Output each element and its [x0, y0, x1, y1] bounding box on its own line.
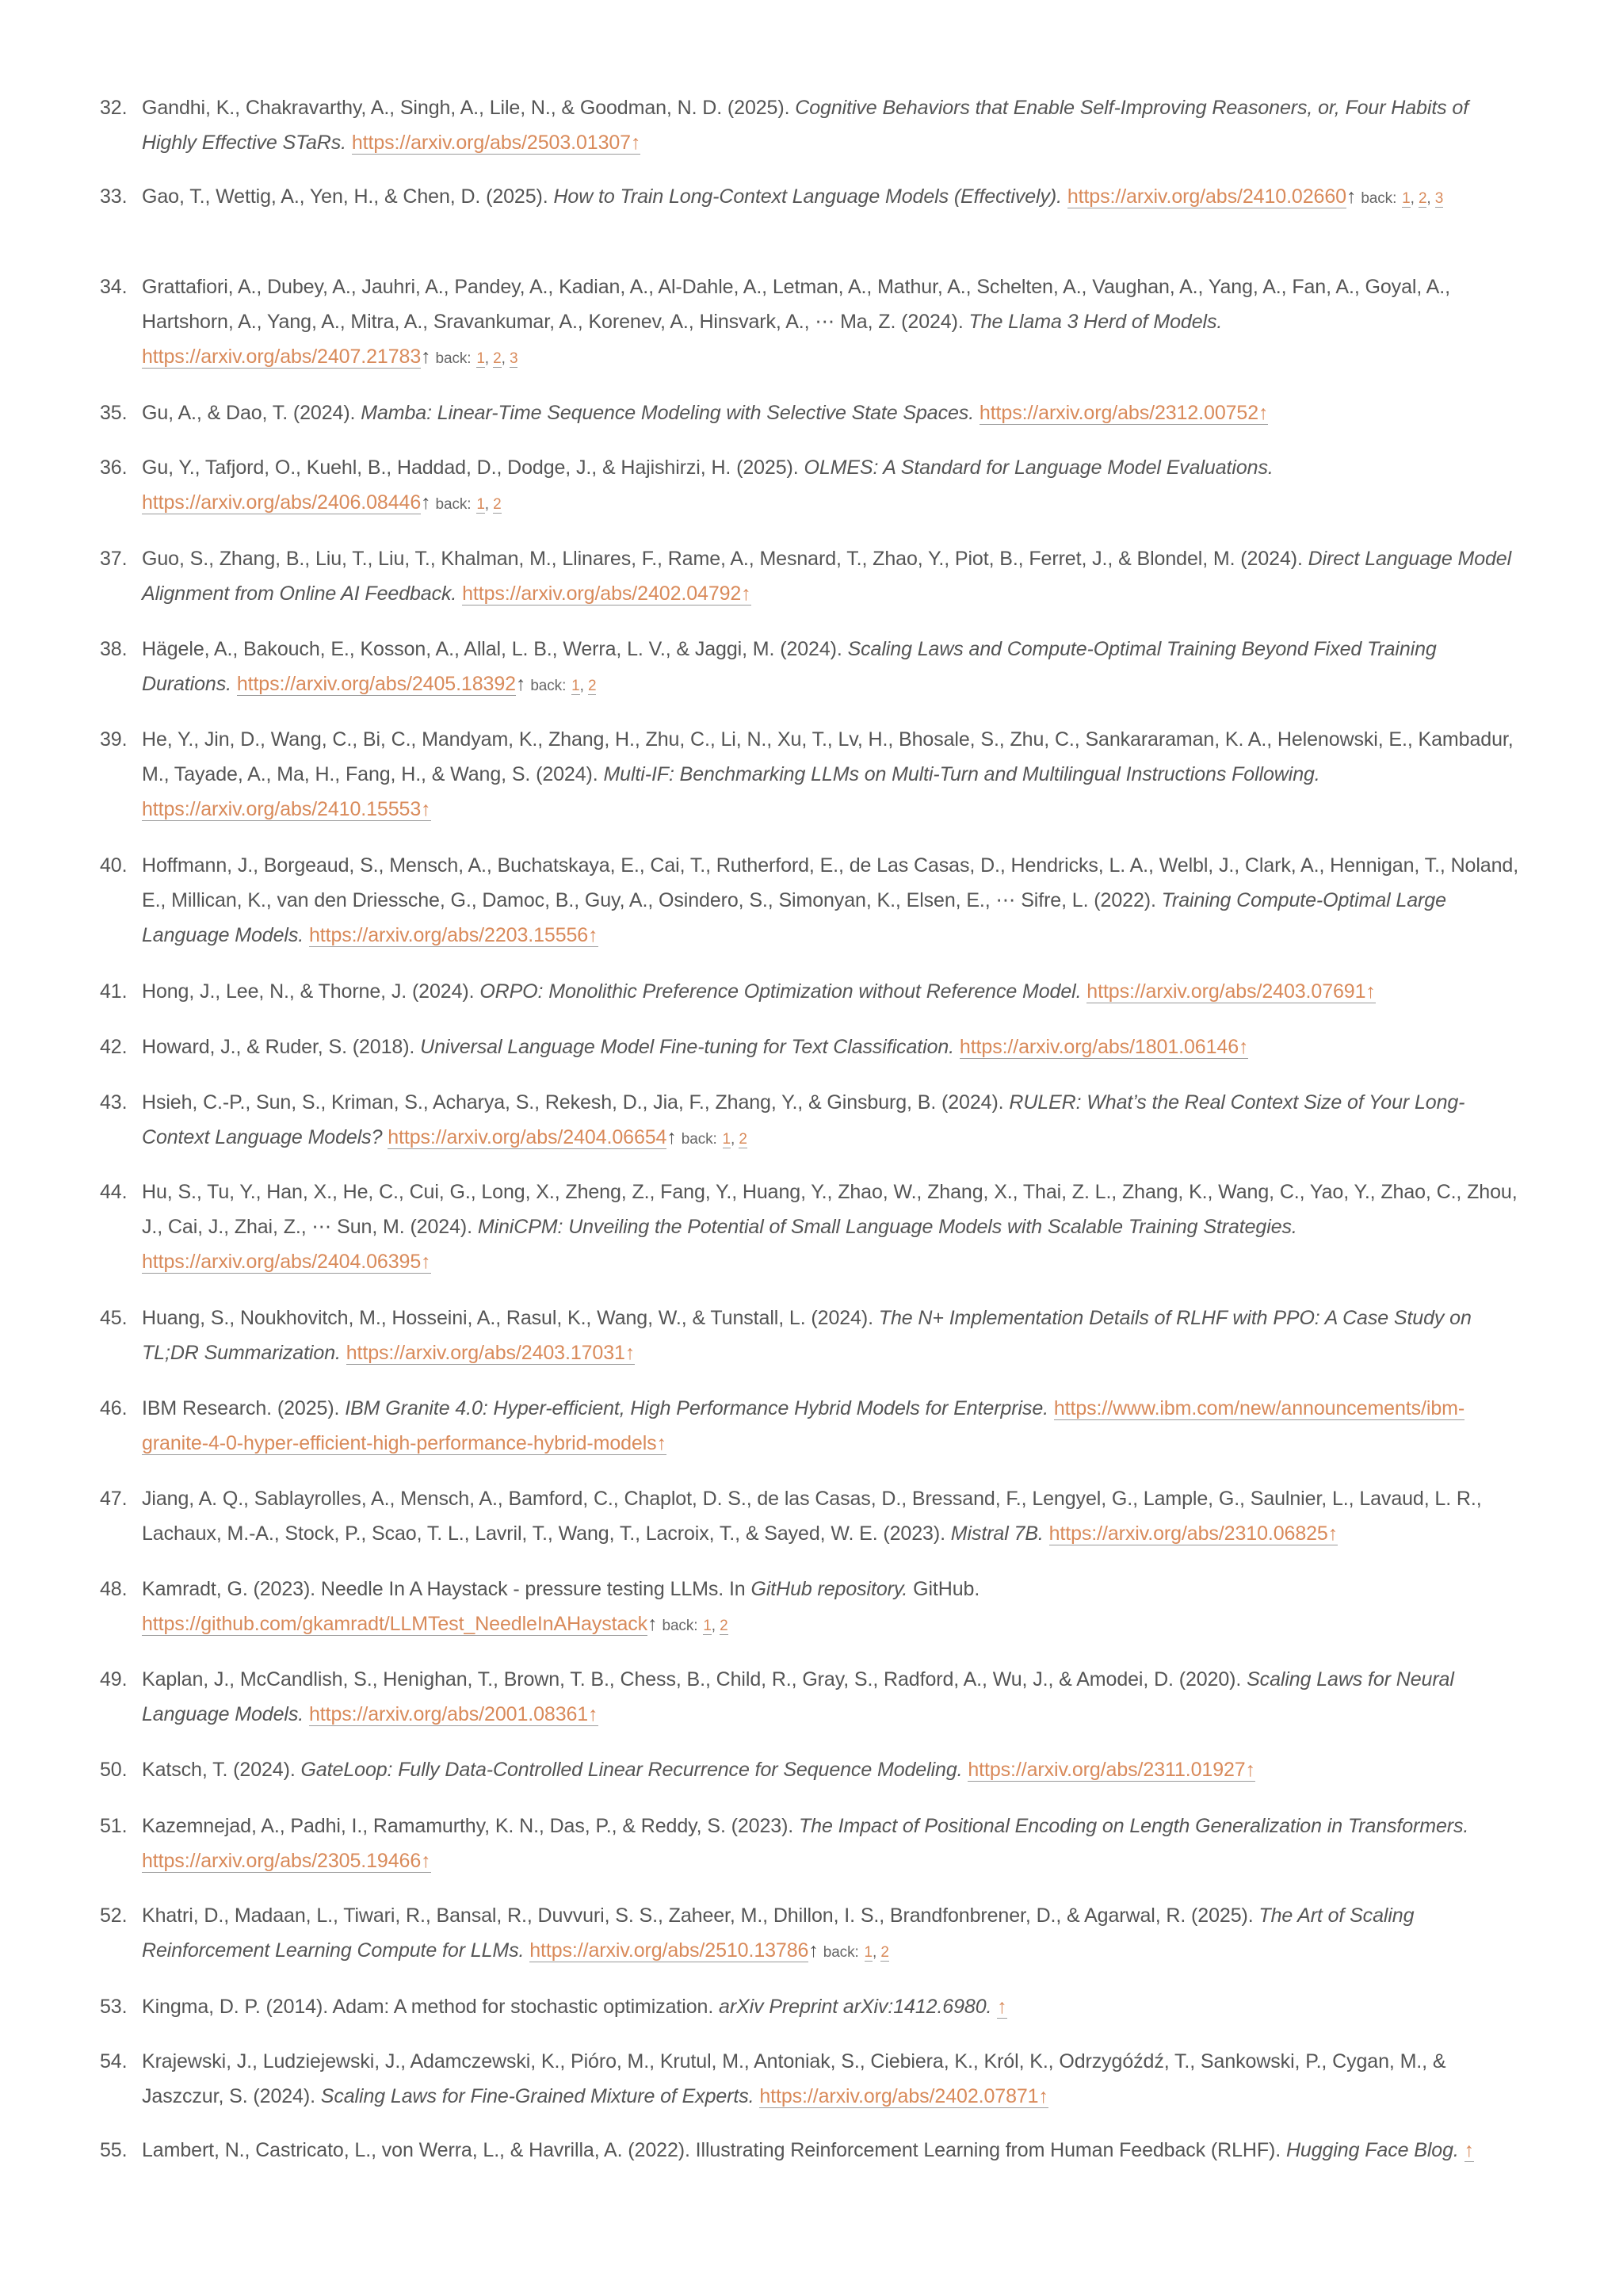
- reference-number: 46.: [100, 1397, 128, 1419]
- reference-title: The Impact of Positional Encoding on Length Generalization in Transformers.: [799, 1815, 1469, 1837]
- backref-link[interactable]: 2: [493, 350, 502, 367]
- reference-title: Cognitive Behaviors that Enable Self-Improving Reasoners, or, Four Habits of Highly Effective STaRs.: [142, 97, 1469, 154]
- reference-body: [142, 848, 1526, 953]
- reference-title: How to Train Long-Context Language Models (Effectively).: [553, 185, 1062, 208]
- backref-arrow-icon[interactable]: ↑: [421, 1850, 431, 1872]
- backref-link[interactable]: 2: [493, 496, 502, 513]
- reference-authors: Hong, J., Lee, N., & Thorne, J. (2024).: [142, 980, 480, 1003]
- reference-number: 55.: [100, 2139, 128, 2161]
- reference-authors: Gandhi, K., Chakravarthy, A., Singh, A., Lile, N., & Goodman, N. D. (2025).: [142, 97, 796, 119]
- reference-link[interactable]: https://arxiv.org/abs/2410.02660: [1067, 185, 1346, 208]
- reference-authors: He, Y., Jin, D., Wang, C., Bi, C., Mandyam, K., Zhang, H., Zhu, C., Li, N., Xu, T., Lv, H., Bhosale, S., Zhu, C., Sankararaman, K. A., Helenowski, E., Kambadur, M., Tayade, A., Ma, H., Fang, H., & Wang, S. (2024).: [142, 728, 1514, 785]
- reference-authors: Hägele, A., Bakouch, E., Kosson, A., Allal, L. B., Werra, L. V., & Jaggi, M. (2024).: [142, 638, 848, 660]
- backref-arrow-icon[interactable]: ↑: [1245, 1759, 1256, 1781]
- reference-number: 34.: [100, 276, 128, 298]
- backref-label: back:: [662, 1618, 698, 1634]
- reference-number: 38.: [100, 638, 128, 660]
- reference-link[interactable]: https://arxiv.org/abs/2312.00752: [979, 402, 1259, 424]
- reference-authors: Krajewski, J., Ludziejewski, J., Adamczewski, K., Pióro, M., Krutul, M., Antoniak, S., Ciebiera, K., Król, K., Odrzygóźdź, T., Sankowski, P., Cygan, M., & Jaszczur, S. (2024).: [142, 2050, 1446, 2107]
- backref-arrow-icon[interactable]: ↑: [1038, 2085, 1048, 2107]
- reference-item: [100, 450, 1526, 522]
- reference-link[interactable]: https://arxiv.org/abs/2503.01307: [351, 132, 631, 154]
- reference-body: [142, 722, 1526, 827]
- reference-number: 49.: [100, 1668, 128, 1690]
- reference-link[interactable]: https://arxiv.org/abs/2402.07871: [759, 2085, 1039, 2107]
- reference-link[interactable]: https://arxiv.org/abs/2410.15553: [142, 798, 422, 820]
- reference-number: 32.: [100, 97, 128, 119]
- reference-authors: Guo, S., Zhang, B., Liu, T., Liu, T., Khalman, M., Llinares, F., Rame, A., Mesnard, T., Zhao, Y., Piot, B., Ferret, J., & Blondel, M. (2024).: [142, 548, 1308, 570]
- reference-item: [100, 1030, 1526, 1064]
- reference-authors: Hoffmann, J., Borgeaud, S., Mensch, A., Buchatskaya, E., Cai, T., Rutherford, E., de Las Casas, D., Hendricks, L. A., Welbl, J., Clark, A., Hennigan, T., Noland, E., Millican, K., van den Driessche, G., Damoc, B., Guy, A., Osindero, S., Simonyan, K., Elsen, E., ⋯ Sifre, L. (2022).: [142, 854, 1519, 911]
- reference-body: [142, 974, 1526, 1009]
- reference-body: Hägele, A., Bakouch, E., Kosson, A., Allal, L. B., Werra, L. V., & Jaggi, M. (2024). Scaling Laws and Compute-Optimal Training Beyond Fixed Training Durations. https://arxiv.org/abs/2405.18392↑ back: 1, 2: [142, 638, 1437, 695]
- backref-arrow-icon[interactable]: ↑: [656, 1432, 666, 1454]
- reference-title: Mistral 7B.: [950, 1522, 1044, 1545]
- reference-body: [142, 1989, 1526, 2024]
- reference-link[interactable]: https://arxiv.org/abs/2510.13786: [529, 1939, 809, 1962]
- reference-body: Grattafiori, A., Dubey, A., Jauhri, A., Pandey, A., Kadian, A., Al-Dahle, A., Letman, A., Mathur, A., Schelten, A., Vaughan, A., Yang, A., Fan, A., Goyal, A., Hartshorn, A., Yang, A., Mitra, A., Sravankumar, A., Korenev, A., Hinsvark, A., ⋯ Ma, Z. (2024). The Llama 3 Herd of Models. https://arxiv.org/abs/2407.21783↑ back: 1, 2, 3: [142, 276, 1450, 368]
- reference-body: [142, 1809, 1526, 1878]
- backref-arrow-icon[interactable]: ↑: [421, 798, 431, 820]
- reference-authors: IBM Research. (2025).: [142, 1397, 346, 1419]
- backref-arrow-icon[interactable]: ↑: [1239, 1036, 1249, 1058]
- reference-authors: Gu, A., & Dao, T. (2024).: [142, 402, 361, 424]
- reference-link[interactable]: https://github.com/gkamradt/LLMTest_NeedleInAHaystack: [142, 1613, 648, 1635]
- backref-arrow-icon[interactable]: ↑: [1258, 402, 1269, 424]
- reference-item: [100, 90, 1526, 160]
- reference-body: [142, 1752, 1526, 1787]
- reference-item: [100, 395, 1526, 430]
- reference-title: GitHub repository.: [750, 1578, 908, 1600]
- reference-link[interactable]: https://arxiv.org/abs/2405.18392: [236, 673, 516, 695]
- reference-title: Multi-IF: Benchmarking LLMs on Multi-Turn and Multilingual Instructions Following.: [603, 763, 1320, 785]
- reference-item: [100, 1898, 1526, 1970]
- backref-link[interactable]: 1: [1402, 190, 1411, 207]
- reference-body: [142, 1301, 1526, 1370]
- backref-arrow-icon[interactable]: ↑: [997, 1996, 1007, 2018]
- reference-item: [100, 2133, 1526, 2168]
- reference-body: [142, 541, 1526, 611]
- backref-arrow-icon[interactable]: ↑: [515, 673, 526, 695]
- backref-arrow-icon[interactable]: ↑: [1365, 980, 1376, 1003]
- backref-link[interactable]: 1: [476, 350, 485, 367]
- reference-body: [142, 90, 1526, 160]
- reference-item: [100, 1085, 1526, 1157]
- reference-number: 45.: [100, 1307, 128, 1329]
- reference-body: Hsieh, C.-P., Sun, S., Kriman, S., Acharya, S., Rekesh, D., Jia, F., Zhang, Y., & Ginsburg, B. (2024). RULER: What’s the Real Context Size of Your Long-Context Language Models? https://arxiv.org/abs/2404.06654↑ back: 1, 2: [142, 1091, 1465, 1148]
- reference-item: [100, 1752, 1526, 1787]
- reference-title: Direct Language Model Alignment from Online AI Feedback.: [142, 548, 1512, 605]
- reference-body: [142, 1030, 1526, 1064]
- reference-item: [100, 1809, 1526, 1878]
- reference-title: Training Compute-Optimal Large Language Models.: [142, 889, 1446, 946]
- reference-body: [142, 1481, 1526, 1551]
- reference-body: [142, 2044, 1526, 2114]
- backref-label: back:: [681, 1131, 717, 1148]
- reference-number: 35.: [100, 402, 128, 424]
- reference-body: Gao, T., Wettig, A., Yen, H., & Chen, D. (2025). How to Train Long-Context Language Models (Effectively). https://arxiv.org/abs/2410.02660↑ back: 1, 2, 3: [142, 185, 1444, 208]
- reference-body: [142, 1175, 1526, 1279]
- reference-item: [100, 2044, 1526, 2114]
- reference-authors: Jiang, A. Q., Sablayrolles, A., Mensch, A., Bamford, C., Chaplot, D. S., de las Casas, D., Bressand, F., Lengyel, G., Lample, G., Saulnier, L., Lavaud, L. R., Lachaux, M.-A., Stock, P., Scao, T. L., Lavril, T., Wang, T., Lacroix, T., & Sayed, W. E. (2023).: [142, 1488, 1482, 1545]
- reference-publisher: GitHub.: [907, 1578, 980, 1600]
- reference-item: [100, 722, 1526, 827]
- reference-number: 39.: [100, 728, 128, 751]
- backref-arrow-icon[interactable]: ↑: [1346, 185, 1357, 208]
- reference-number: 42.: [100, 1036, 128, 1058]
- reference-title: The Llama 3 Herd of Models.: [968, 311, 1223, 333]
- backref-label: back:: [823, 1944, 859, 1961]
- reference-item: [100, 1481, 1526, 1551]
- backref-arrow-icon[interactable]: ↑: [666, 1126, 677, 1148]
- backref-arrow-icon[interactable]: ↑: [808, 1939, 819, 1962]
- backref-arrow-icon[interactable]: ↑: [421, 346, 431, 368]
- reference-number: 54.: [100, 2050, 128, 2073]
- reference-link[interactable]: https://arxiv.org/abs/2310.06825: [1048, 1522, 1328, 1545]
- reference-title: GateLoop: Fully Data-Controlled Linear Recurrence for Sequence Modeling.: [300, 1759, 963, 1781]
- backref-link[interactable]: 1: [571, 678, 580, 694]
- reference-link[interactable]: https://arxiv.org/abs/2402.04792: [462, 583, 742, 605]
- reference-title: Scaling Laws and Compute-Optimal Training Beyond Fixed Training Durations.: [142, 638, 1437, 695]
- reference-title: The Art of Scaling Reinforcement Learning Compute for LLMs.: [142, 1904, 1415, 1962]
- reference-item: [100, 541, 1526, 611]
- backref-link[interactable]: 2: [880, 1944, 889, 1961]
- reference-number: 36.: [100, 457, 128, 479]
- backref-link[interactable]: 3: [1434, 190, 1444, 207]
- backref-link[interactable]: 1: [864, 1944, 873, 1961]
- reference-title: Hugging Face Blog.: [1285, 2139, 1459, 2161]
- reference-authors: Grattafiori, A., Dubey, A., Jauhri, A., Pandey, A., Kadian, A., Al-Dahle, A., Letman, A., Mathur, A., Schelten, A., Vaughan, A., Yang, A., Fan, A., Goyal, A., Hartshorn, A., Yang, A., Mitra, A., Sravankumar, A., Korenev, A., Hinsvark, A., ⋯ Ma, Z. (2024).: [142, 276, 1450, 333]
- backref-link[interactable]: 1: [722, 1131, 731, 1148]
- reference-link[interactable]: https://arxiv.org/abs/2403.17031: [346, 1342, 625, 1364]
- reference-number: 44.: [100, 1181, 128, 1203]
- reference-link[interactable]: https://arxiv.org/abs/2305.19466: [142, 1850, 422, 1872]
- reference-title: The N+ Implementation Details of RLHF with PPO: A Case Study on TL;DR Summarization.: [142, 1307, 1472, 1364]
- reference-authors: Katsch, T. (2024).: [142, 1759, 301, 1781]
- backref-link[interactable]: 2: [1418, 190, 1427, 207]
- reference-item: [100, 632, 1526, 704]
- reference-number: 37.: [100, 548, 128, 570]
- backref-label: back:: [530, 678, 567, 694]
- reference-body: [142, 395, 1526, 430]
- backref-arrow-icon[interactable]: ↑: [630, 132, 641, 154]
- backref-link[interactable]: 2: [739, 1131, 747, 1148]
- reference-number: 40.: [100, 854, 128, 877]
- reference-authors: Hu, S., Tu, Y., Han, X., He, C., Cui, G., Long, X., Zheng, Z., Fang, Y., Huang, Y., Zhao, W., Zhang, X., Thai, Z. L., Zhang, K., Wang, C., Yao, Y., Zhao, C., Zhou, J., Cai, J., Zhai, Z., ⋯ Sun, M. (2024).: [142, 1181, 1518, 1238]
- reference-body: Gu, Y., Tafjord, O., Kuehl, B., Haddad, D., Dodge, J., & Hajishirzi, H. (2025). OLMES: A Standard for Language Model Evaluations. https://arxiv.org/abs/2406.08446↑ back: 1, 2: [142, 457, 1274, 514]
- reference-title: MiniCPM: Unveiling the Potential of Small Language Models with Scalable Training Strategies.: [477, 1216, 1297, 1238]
- reference-number: 50.: [100, 1759, 128, 1781]
- reference-body: Khatri, D., Madaan, L., Tiwari, R., Bansal, R., Duvvuri, S. S., Zaheer, M., Dhillon, I. S., Brandfonbrener, D., & Agarwal, R. (2025). The Art of Scaling Reinforcement Learning Compute for LLMs. https://arxiv.org/abs/2510.13786↑ back: 1, 2: [142, 1904, 1415, 1962]
- reference-title: IBM Granite 4.0: Hyper-efficient, High Performance Hybrid Models for Enterprise.: [345, 1397, 1048, 1419]
- reference-number: 43.: [100, 1091, 128, 1114]
- reference-title: RULER: What’s the Real Context Size of Your Long-Context Language Models?: [142, 1091, 1465, 1148]
- reference-number: 33.: [100, 185, 128, 208]
- reference-body: [142, 1662, 1526, 1732]
- reference-item: [100, 848, 1526, 953]
- backref-arrow-icon[interactable]: ↑: [624, 1342, 636, 1364]
- reference-link[interactable]: https://arxiv.org/abs/1801.06146: [959, 1036, 1239, 1058]
- reference-item: [100, 1572, 1526, 1644]
- reference-title: Universal Language Model Fine-tuning for Text Classification.: [420, 1036, 955, 1058]
- reference-number: 48.: [100, 1578, 128, 1600]
- backref-link[interactable]: 2: [720, 1618, 728, 1634]
- reference-authors: Gao, T., Wettig, A., Yen, H., & Chen, D. (2025).: [142, 185, 554, 208]
- reference-item: [100, 974, 1526, 1009]
- reference-link[interactable]: https://arxiv.org/abs/2406.08446: [142, 491, 422, 514]
- reference-title: arXiv Preprint arXiv:1412.6980.: [719, 1996, 992, 2018]
- reference-title: ORPO: Monolithic Preference Optimization without Reference Model.: [479, 980, 1082, 1003]
- reference-item: [100, 1391, 1526, 1461]
- reference-authors: Hsieh, C.-P., Sun, S., Kriman, S., Acharya, S., Rekesh, D., Jia, F., Zhang, Y., & Ginsburg, B. (2024).: [142, 1091, 1010, 1114]
- backref-link[interactable]: 1: [476, 496, 485, 513]
- reference-link[interactable]: https://arxiv.org/abs/2001.08361: [308, 1703, 589, 1725]
- backref-arrow-icon[interactable]: ↑: [741, 583, 751, 605]
- reference-title: OLMES: A Standard for Language Model Evaluations.: [804, 457, 1274, 479]
- reference-link[interactable]: https://arxiv.org/abs/2407.21783: [142, 346, 422, 368]
- reference-number: 53.: [100, 1996, 128, 2018]
- reference-authors: Howard, J., & Ruder, S. (2018).: [142, 1036, 421, 1058]
- reference-item: [100, 1989, 1526, 2024]
- reference-link[interactable]: https://arxiv.org/abs/2403.07691: [1086, 980, 1366, 1003]
- reference-item: [100, 179, 1526, 216]
- reference-number: 52.: [100, 1904, 128, 1927]
- reference-body: Kamradt, G. (2023). Needle In A Haystack - pressure testing LLMs. In GitHub repository. GitHub. https://github.com/gkamradt/LLMTest_NeedleInAHaystack↑ back: 1, 2: [142, 1578, 980, 1635]
- reference-authors: Kaplan, J., McCandlish, S., Henighan, T., Brown, T. B., Chess, B., Child, R., Gray, S., Radford, A., Wu, J., & Amodei, D. (2020).: [142, 1668, 1247, 1690]
- backref-label: back:: [435, 496, 472, 513]
- reference-number: 51.: [100, 1815, 128, 1837]
- reference-authors: Kingma, D. P. (2014). Adam: A method for stochastic optimization.: [142, 1996, 720, 2018]
- reference-body: [142, 1391, 1526, 1461]
- reference-item: [100, 1662, 1526, 1732]
- reference-link[interactable]: https://www.ibm.com/new/announcements/ibm-granite-4-0-hyper-efficient-high-performance-hybrid-models: [142, 1397, 1465, 1454]
- backref-link[interactable]: 3: [509, 350, 518, 367]
- reference-item: [100, 1301, 1526, 1370]
- reference-authors: Kazemnejad, A., Padhi, I., Ramamurthy, K. N., Das, P., & Reddy, S. (2023).: [142, 1815, 799, 1837]
- backref-link[interactable]: 1: [703, 1618, 712, 1634]
- backref-arrow-icon[interactable]: ↑: [588, 924, 598, 946]
- backref-arrow-icon[interactable]: ↑: [421, 1251, 431, 1273]
- backref-arrow-icon[interactable]: ↑: [588, 1703, 598, 1725]
- reference-item: [100, 269, 1526, 376]
- backref-arrow-icon[interactable]: ↑: [1327, 1522, 1338, 1545]
- backref-link[interactable]: 2: [587, 678, 597, 694]
- reference-number: 47.: [100, 1488, 128, 1510]
- reference-item: [100, 1175, 1526, 1279]
- reference-authors: Lambert, N., Castricato, L., von Werra, L., & Havrilla, A. (2022). Illustrating Reinforcement Learning from Human Feedback (RLHF).: [142, 2139, 1286, 2161]
- backref-arrow-icon[interactable]: ↑: [647, 1613, 658, 1635]
- reference-authors: Huang, S., Noukhovitch, M., Hosseini, A., Rasul, K., Wang, W., & Tunstall, L. (2024).: [142, 1307, 879, 1329]
- reference-link[interactable]: https://arxiv.org/abs/2404.06395: [142, 1251, 422, 1273]
- reference-title: Mamba: Linear-Time Sequence Modeling with Selective State Spaces.: [361, 402, 975, 424]
- reference-link[interactable]: https://arxiv.org/abs/2203.15556: [308, 924, 589, 946]
- reference-number: 41.: [100, 980, 128, 1003]
- reference-authors: Kamradt, G. (2023). Needle In A Haystack - pressure testing LLMs. In: [142, 1578, 751, 1600]
- reference-authors: Khatri, D., Madaan, L., Tiwari, R., Bansal, R., Duvvuri, S. S., Zaheer, M., Dhillon, I. S., Brandfonbrener, D., & Agarwal, R. (2025).: [142, 1904, 1259, 1927]
- reference-body: [142, 2133, 1526, 2168]
- backref-arrow-icon[interactable]: ↑: [1464, 2139, 1475, 2161]
- reference-authors: Gu, Y., Tafjord, O., Kuehl, B., Haddad, D., Dodge, J., & Hajishirzi, H. (2025).: [142, 457, 804, 479]
- backref-label: back:: [435, 350, 472, 367]
- reference-link[interactable]: https://arxiv.org/abs/2311.01927: [968, 1759, 1246, 1781]
- backref-arrow-icon[interactable]: ↑: [421, 491, 431, 514]
- reference-title: Scaling Laws for Fine-Grained Mixture of Experts.: [320, 2085, 754, 2107]
- reference-title: Scaling Laws for Neural Language Models.: [142, 1668, 1454, 1725]
- reference-link[interactable]: https://arxiv.org/abs/2404.06654: [388, 1126, 667, 1148]
- backref-label: back:: [1361, 190, 1397, 207]
